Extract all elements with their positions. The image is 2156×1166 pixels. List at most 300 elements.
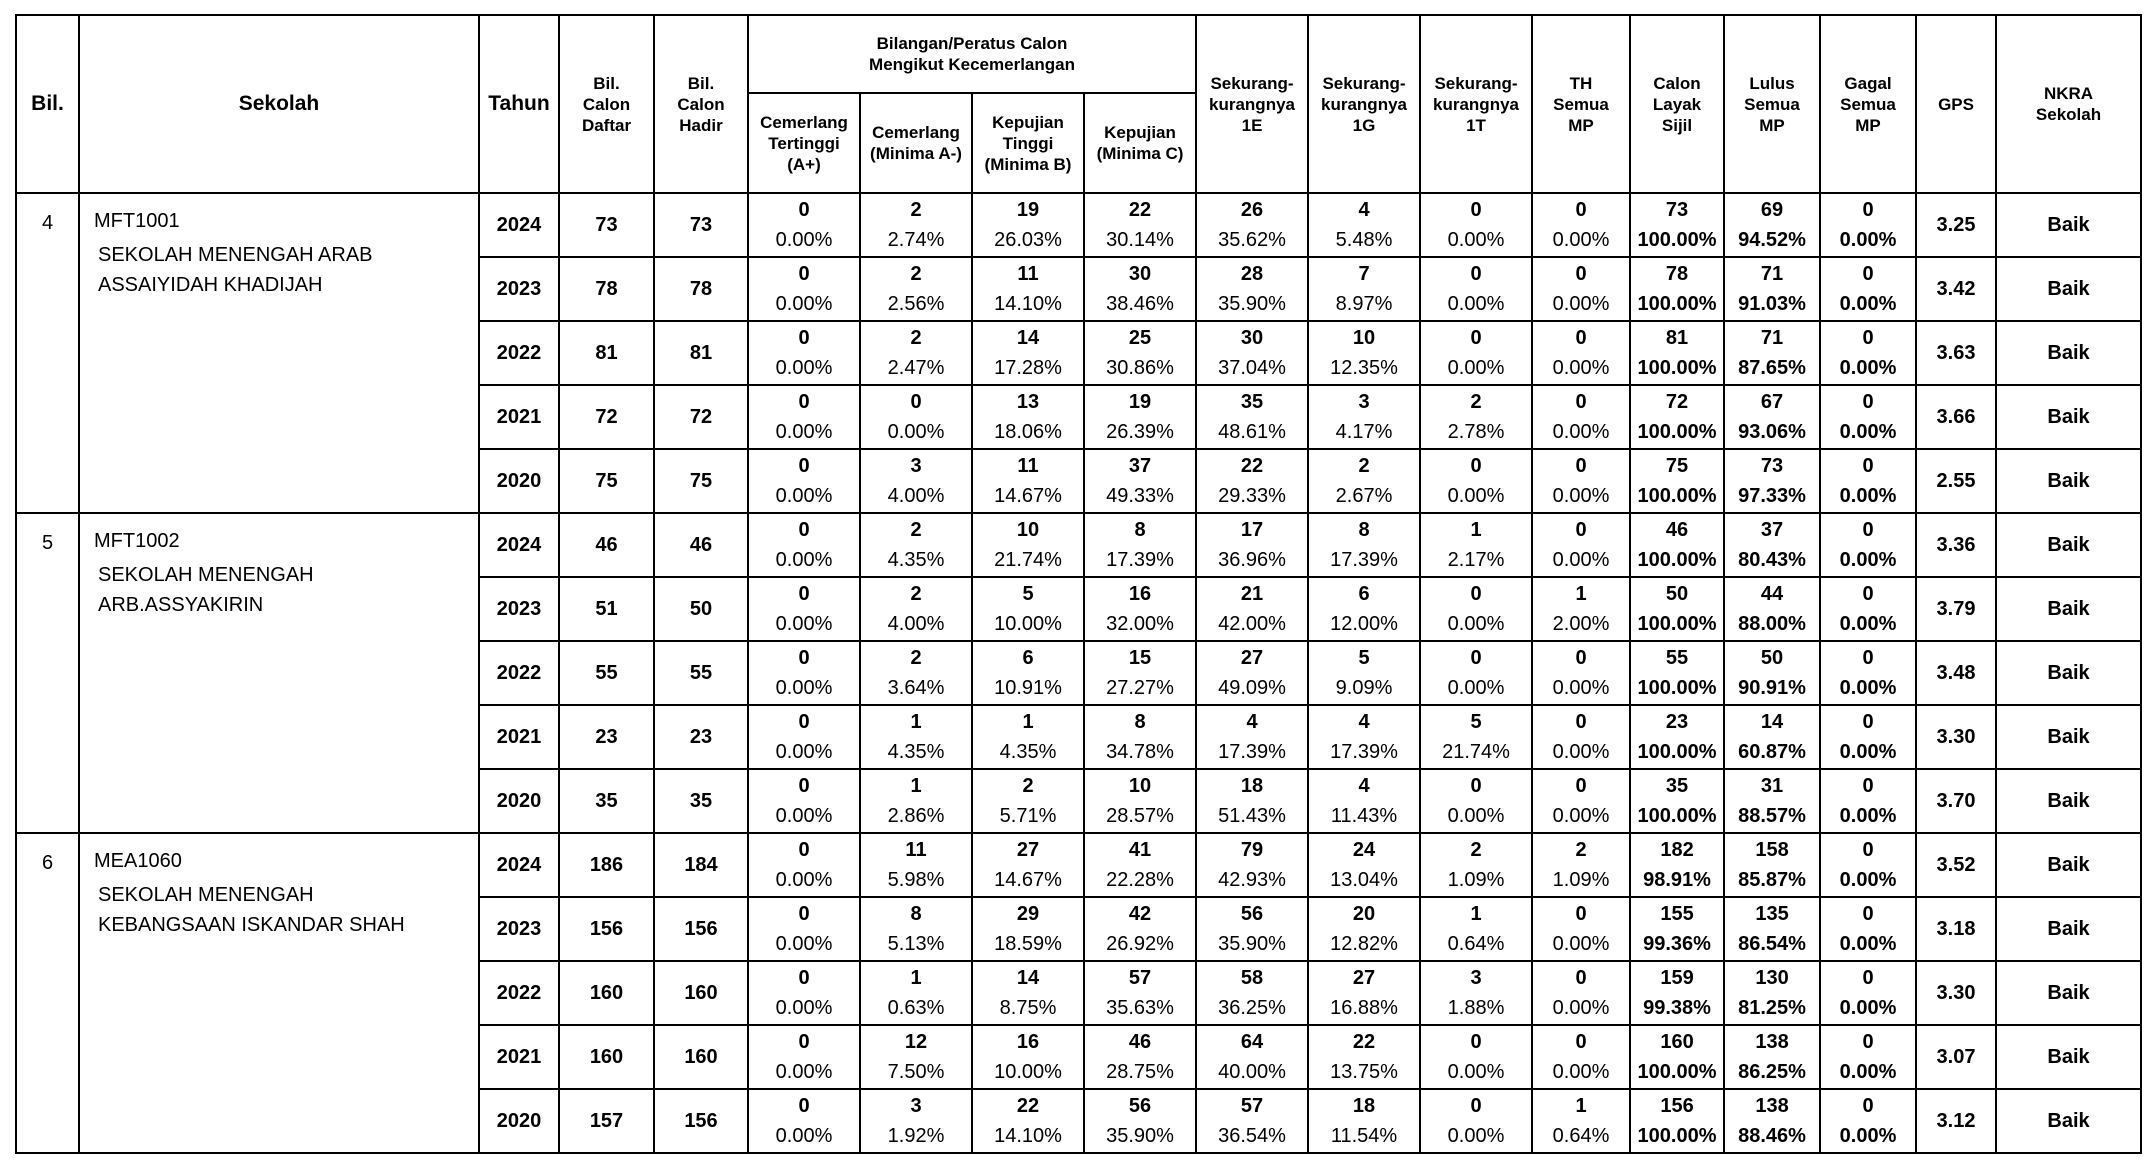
sk-1t-cell	[1420, 833, 1532, 897]
cemerlang-tertinggi-percent: 0.00%	[775, 485, 833, 507]
school-cell	[79, 193, 479, 513]
cemerlang-cell	[860, 961, 972, 1025]
cemerlang-count: 2	[910, 263, 922, 285]
cemerlang-percent: 4.35%	[887, 549, 945, 571]
header-nkra: NKRA Sekolah	[1996, 15, 2141, 193]
lulus-semua-count: 73	[1760, 455, 1784, 477]
cemerlang-tertinggi-count: 0	[798, 263, 810, 285]
th-semua-count: 1	[1575, 1095, 1587, 1117]
sk-1e-cell	[1196, 257, 1308, 321]
calon-daftar-cell: 51	[559, 577, 654, 641]
lulus-semua-percent: 60.87%	[1738, 741, 1806, 763]
sk-1e-count: 79	[1240, 839, 1264, 861]
calon-layak-cell	[1630, 1025, 1724, 1089]
gagal-semua-cell	[1820, 449, 1916, 513]
lulus-semua-percent: 90.91%	[1738, 677, 1806, 699]
sk-1g-count: 4	[1358, 199, 1370, 221]
calon-hadir-cell: 75	[654, 449, 748, 513]
cemerlang-tertinggi-count: 0	[798, 903, 810, 925]
cemerlang-count: 1	[910, 711, 922, 733]
lulus-semua-count: 67	[1760, 391, 1784, 413]
cemerlang-tertinggi-cell	[748, 769, 860, 833]
lulus-semua-count: 50	[1760, 647, 1784, 669]
cemerlang-tertinggi-percent: 0.00%	[775, 293, 833, 315]
th-semua-percent: 1.09%	[1552, 869, 1610, 891]
sk-1e-percent: 36.54%	[1218, 1125, 1286, 1147]
calon-layak-count: 155	[1660, 903, 1694, 925]
calon-layak-count: 78	[1665, 263, 1689, 285]
cemerlang-percent: 3.64%	[887, 677, 945, 699]
kepujian-tinggi-cell	[972, 449, 1084, 513]
kepujian-cell	[1084, 897, 1196, 961]
sk-1e-percent: 35.62%	[1218, 229, 1286, 251]
cemerlang-tertinggi-percent: 0.00%	[775, 805, 833, 827]
table-row	[16, 833, 2141, 897]
lulus-semua-cell	[1724, 641, 1820, 705]
th-semua-cell	[1532, 257, 1630, 321]
kepujian-tinggi-cell	[972, 769, 1084, 833]
th-semua-percent: 0.64%	[1552, 1125, 1610, 1147]
lulus-semua-percent: 88.00%	[1738, 613, 1806, 635]
sk-1t-percent: 0.00%	[1447, 485, 1505, 507]
sk-1e-percent: 40.00%	[1218, 1061, 1286, 1083]
sk-1e-cell	[1196, 193, 1308, 257]
sk-1e-percent: 37.04%	[1218, 357, 1286, 379]
gagal-semua-percent: 0.00%	[1839, 421, 1897, 443]
th-semua-cell	[1532, 193, 1630, 257]
gagal-semua-percent: 0.00%	[1839, 229, 1897, 251]
table-row	[16, 513, 2141, 577]
cemerlang-tertinggi-cell	[748, 385, 860, 449]
gagal-semua-percent: 0.00%	[1839, 933, 1897, 955]
sk-1t-count: 1	[1470, 903, 1482, 925]
lulus-semua-count: 37	[1760, 519, 1784, 541]
cemerlang-cell	[860, 1025, 972, 1089]
cemerlang-percent: 4.00%	[887, 485, 945, 507]
sk-1t-count: 2	[1470, 839, 1482, 861]
th-semua-cell	[1532, 833, 1630, 897]
cemerlang-cell	[860, 193, 972, 257]
kepujian-tinggi-percent: 21.74%	[994, 549, 1062, 571]
year-cell: 2024	[479, 193, 559, 257]
kepujian-count: 41	[1128, 839, 1152, 861]
kepujian-percent: 38.46%	[1106, 293, 1174, 315]
cemerlang-tertinggi-cell	[748, 449, 860, 513]
header-calon-hadir: Bil. Calon Hadir	[654, 15, 748, 193]
calon-layak-count: 55	[1665, 647, 1689, 669]
lulus-semua-percent: 86.54%	[1738, 933, 1806, 955]
calon-layak-count: 182	[1660, 839, 1694, 861]
cemerlang-cell	[860, 513, 972, 577]
sk-1g-percent: 5.48%	[1335, 229, 1393, 251]
kepujian-tinggi-percent: 10.91%	[994, 677, 1062, 699]
cemerlang-tertinggi-count: 0	[798, 1031, 810, 1053]
th-semua-cell	[1532, 385, 1630, 449]
header-gagal-semua: Gagal Semua MP	[1820, 15, 1916, 193]
sk-1t-cell	[1420, 1025, 1532, 1089]
cemerlang-tertinggi-percent: 0.00%	[775, 229, 833, 251]
th-semua-cell	[1532, 513, 1630, 577]
sk-1t-cell	[1420, 385, 1532, 449]
school-bil: 4	[16, 193, 79, 513]
lulus-semua-percent: 85.87%	[1738, 869, 1806, 891]
sk-1t-percent: 0.00%	[1447, 677, 1505, 699]
cemerlang-percent: 7.50%	[887, 1061, 945, 1083]
calon-hadir-cell: 50	[654, 577, 748, 641]
calon-hadir-cell: 81	[654, 321, 748, 385]
sk-1t-cell	[1420, 1089, 1532, 1153]
kepujian-count: 16	[1128, 583, 1152, 605]
gagal-semua-cell	[1820, 769, 1916, 833]
cemerlang-count: 3	[910, 455, 922, 477]
calon-hadir-cell: 55	[654, 641, 748, 705]
sk-1g-cell	[1308, 641, 1420, 705]
sk-1e-percent: 48.61%	[1218, 421, 1286, 443]
nkra-cell: Baik	[1996, 961, 2141, 1025]
kepujian-cell	[1084, 193, 1196, 257]
sk-1t-count: 3	[1470, 967, 1482, 989]
sk-1t-percent: 2.78%	[1447, 421, 1505, 443]
sk-1e-cell	[1196, 833, 1308, 897]
cemerlang-count: 2	[910, 199, 922, 221]
kepujian-count: 8	[1134, 711, 1146, 733]
cemerlang-cell	[860, 897, 972, 961]
cemerlang-tertinggi-count: 0	[798, 327, 810, 349]
gps-cell: 3.79	[1916, 577, 1996, 641]
gagal-semua-cell	[1820, 641, 1916, 705]
calon-layak-percent: 100.00%	[1637, 741, 1717, 763]
calon-hadir-cell: 156	[654, 897, 748, 961]
nkra-cell: Baik	[1996, 705, 2141, 769]
sk-1g-percent: 2.67%	[1335, 485, 1393, 507]
header-sk-1e: Sekurang- kurangnya 1E	[1196, 15, 1308, 193]
kepujian-count: 22	[1128, 199, 1152, 221]
lulus-semua-cell	[1724, 1025, 1820, 1089]
gagal-semua-percent: 0.00%	[1839, 997, 1897, 1019]
sk-1e-cell	[1196, 577, 1308, 641]
sk-1g-cell	[1308, 193, 1420, 257]
lulus-semua-count: 44	[1760, 583, 1784, 605]
calon-daftar-cell: 81	[559, 321, 654, 385]
th-semua-percent: 0.00%	[1552, 997, 1610, 1019]
kepujian-count: 19	[1128, 391, 1152, 413]
school-cell	[79, 833, 479, 1153]
sk-1t-count: 0	[1470, 327, 1482, 349]
cemerlang-tertinggi-percent: 0.00%	[775, 357, 833, 379]
cemerlang-tertinggi-count: 0	[798, 391, 810, 413]
cemerlang-tertinggi-cell	[748, 641, 860, 705]
th-semua-percent: 0.00%	[1552, 357, 1610, 379]
gagal-semua-count: 0	[1862, 263, 1874, 285]
sk-1g-percent: 11.54%	[1330, 1125, 1398, 1147]
kepujian-cell	[1084, 385, 1196, 449]
cemerlang-tertinggi-count: 0	[798, 967, 810, 989]
calon-daftar-cell: 157	[559, 1089, 654, 1153]
sk-1e-count: 26	[1240, 199, 1264, 221]
gagal-semua-cell	[1820, 193, 1916, 257]
calon-layak-count: 160	[1660, 1031, 1694, 1053]
kepujian-count: 8	[1134, 519, 1146, 541]
kepujian-percent: 26.39%	[1106, 421, 1174, 443]
kepujian-count: 37	[1128, 455, 1152, 477]
calon-layak-percent: 100.00%	[1637, 485, 1717, 507]
calon-daftar-cell: 186	[559, 833, 654, 897]
sk-1g-cell	[1308, 897, 1420, 961]
table-row	[16, 193, 2141, 257]
gagal-semua-cell	[1820, 513, 1916, 577]
kepujian-tinggi-count: 5	[1022, 583, 1034, 605]
calon-layak-percent: 100.00%	[1637, 1125, 1717, 1147]
header-sk-1t: Sekurang- kurangnya 1T	[1420, 15, 1532, 193]
kepujian-tinggi-cell	[972, 1089, 1084, 1153]
kepujian-percent: 30.86%	[1106, 357, 1174, 379]
sk-1t-cell	[1420, 705, 1532, 769]
school-name-line: KEBANGSAAN ISKANDAR SHAH	[98, 914, 405, 936]
cemerlang-cell	[860, 321, 972, 385]
kepujian-tinggi-count: 19	[1016, 199, 1040, 221]
kepujian-tinggi-percent: 17.28%	[994, 357, 1062, 379]
year-cell: 2024	[479, 513, 559, 577]
sk-1e-percent: 17.39%	[1218, 741, 1286, 763]
header-th-semua: TH Semua MP	[1532, 15, 1630, 193]
kepujian-percent: 30.14%	[1106, 229, 1174, 251]
kepujian-percent: 35.90%	[1106, 1125, 1174, 1147]
year-cell: 2021	[479, 385, 559, 449]
kepujian-percent: 49.33%	[1106, 485, 1174, 507]
cemerlang-cell	[860, 769, 972, 833]
sk-1e-cell	[1196, 513, 1308, 577]
cemerlang-count: 3	[910, 1095, 922, 1117]
year-cell: 2023	[479, 897, 559, 961]
nkra-cell: Baik	[1996, 513, 2141, 577]
cemerlang-percent: 0.00%	[887, 421, 945, 443]
kepujian-count: 30	[1128, 263, 1152, 285]
header-cemerlang-tertinggi: Cemerlang Tertinggi (A+)	[748, 93, 860, 193]
sk-1e-percent: 49.09%	[1218, 677, 1286, 699]
kepujian-percent: 22.28%	[1106, 869, 1174, 891]
cemerlang-tertinggi-count: 0	[798, 647, 810, 669]
sk-1g-count: 4	[1358, 711, 1370, 733]
kepujian-percent: 32.00%	[1106, 613, 1174, 635]
year-cell: 2022	[479, 961, 559, 1025]
year-cell: 2023	[479, 257, 559, 321]
kepujian-count: 46	[1128, 1031, 1152, 1053]
calon-layak-count: 35	[1665, 775, 1689, 797]
cemerlang-tertinggi-cell	[748, 193, 860, 257]
year-cell: 2020	[479, 769, 559, 833]
cemerlang-cell	[860, 385, 972, 449]
gagal-semua-percent: 0.00%	[1839, 549, 1897, 571]
sk-1g-count: 2	[1358, 455, 1370, 477]
lulus-semua-cell	[1724, 577, 1820, 641]
lulus-semua-percent: 94.52%	[1738, 229, 1806, 251]
calon-daftar-cell: 46	[559, 513, 654, 577]
kepujian-tinggi-cell	[972, 641, 1084, 705]
sk-1t-count: 1	[1470, 519, 1482, 541]
lulus-semua-count: 14	[1760, 711, 1784, 733]
sk-1t-count: 0	[1470, 647, 1482, 669]
lulus-semua-cell	[1724, 513, 1820, 577]
sk-1e-cell	[1196, 641, 1308, 705]
cemerlang-tertinggi-percent: 0.00%	[775, 677, 833, 699]
header-gps: GPS	[1916, 15, 1996, 193]
th-semua-cell	[1532, 1025, 1630, 1089]
cemerlang-percent: 5.98%	[887, 869, 945, 891]
cemerlang-tertinggi-count: 0	[798, 711, 810, 733]
sk-1t-count: 0	[1470, 455, 1482, 477]
gagal-semua-count: 0	[1862, 391, 1874, 413]
th-semua-cell	[1532, 641, 1630, 705]
calon-hadir-cell: 46	[654, 513, 748, 577]
gps-cell: 3.18	[1916, 897, 1996, 961]
calon-layak-cell	[1630, 193, 1724, 257]
header-kepujian-tinggi: Kepujian Tinggi (Minima B)	[972, 93, 1084, 193]
cemerlang-percent: 2.56%	[887, 293, 945, 315]
kepujian-tinggi-cell	[972, 961, 1084, 1025]
cemerlang-tertinggi-cell	[748, 705, 860, 769]
sk-1e-count: 57	[1240, 1095, 1264, 1117]
kepujian-tinggi-count: 11	[1017, 455, 1039, 477]
lulus-semua-cell	[1724, 449, 1820, 513]
sk-1t-count: 2	[1470, 391, 1482, 413]
calon-layak-percent: 100.00%	[1637, 421, 1717, 443]
kepujian-tinggi-cell	[972, 513, 1084, 577]
kepujian-count: 15	[1128, 647, 1152, 669]
calon-hadir-cell: 23	[654, 705, 748, 769]
year-cell: 2021	[479, 705, 559, 769]
lulus-semua-percent: 86.25%	[1738, 1061, 1806, 1083]
gps-cell: 3.42	[1916, 257, 1996, 321]
kepujian-percent: 28.75%	[1106, 1061, 1174, 1083]
cemerlang-tertinggi-count: 0	[798, 775, 810, 797]
calon-layak-count: 81	[1665, 327, 1689, 349]
sk-1t-count: 0	[1470, 583, 1482, 605]
kepujian-percent: 26.92%	[1106, 933, 1174, 955]
sk-1e-cell	[1196, 1089, 1308, 1153]
school-code: MEA1060	[94, 850, 182, 872]
gagal-semua-count: 0	[1862, 327, 1874, 349]
kepujian-tinggi-cell	[972, 193, 1084, 257]
gagal-semua-count: 0	[1862, 1031, 1874, 1053]
kepujian-tinggi-percent: 14.10%	[994, 1125, 1062, 1147]
cemerlang-count: 2	[910, 583, 922, 605]
cemerlang-tertinggi-percent: 0.00%	[775, 741, 833, 763]
sk-1g-percent: 17.39%	[1330, 549, 1398, 571]
th-semua-percent: 0.00%	[1552, 805, 1610, 827]
calon-daftar-cell: 78	[559, 257, 654, 321]
lulus-semua-count: 135	[1755, 903, 1789, 925]
sk-1g-percent: 4.17%	[1335, 421, 1393, 443]
cemerlang-cell	[860, 449, 972, 513]
sk-1e-cell	[1196, 385, 1308, 449]
th-semua-count: 0	[1575, 199, 1587, 221]
kepujian-tinggi-count: 29	[1016, 903, 1040, 925]
kepujian-tinggi-cell	[972, 833, 1084, 897]
kepujian-tinggi-count: 27	[1016, 839, 1040, 861]
cemerlang-tertinggi-percent: 0.00%	[775, 613, 833, 635]
gps-cell: 3.66	[1916, 385, 1996, 449]
sk-1t-cell	[1420, 769, 1532, 833]
sk-1e-percent: 36.25%	[1218, 997, 1286, 1019]
calon-daftar-cell: 55	[559, 641, 654, 705]
gps-cell: 3.48	[1916, 641, 1996, 705]
gagal-semua-percent: 0.00%	[1839, 1061, 1897, 1083]
gagal-semua-count: 0	[1862, 775, 1874, 797]
th-semua-percent: 0.00%	[1552, 1061, 1610, 1083]
calon-layak-count: 73	[1665, 199, 1689, 221]
cemerlang-count: 2	[910, 647, 922, 669]
cemerlang-tertinggi-percent: 0.00%	[775, 997, 833, 1019]
th-semua-percent: 2.00%	[1552, 613, 1610, 635]
calon-layak-count: 46	[1665, 519, 1689, 541]
sk-1e-percent: 51.43%	[1218, 805, 1286, 827]
nkra-cell: Baik	[1996, 897, 2141, 961]
gagal-semua-cell	[1820, 577, 1916, 641]
kepujian-tinggi-cell	[972, 577, 1084, 641]
sk-1t-cell	[1420, 513, 1532, 577]
sk-1t-cell	[1420, 449, 1532, 513]
sk-1g-percent: 8.97%	[1335, 293, 1393, 315]
sk-1g-percent: 11.43%	[1330, 805, 1398, 827]
lulus-semua-cell	[1724, 769, 1820, 833]
cemerlang-count: 2	[910, 327, 922, 349]
cemerlang-count: 2	[910, 519, 922, 541]
table-header	[16, 15, 2141, 193]
calon-layak-cell	[1630, 449, 1724, 513]
sk-1t-cell	[1420, 193, 1532, 257]
cemerlang-cell	[860, 833, 972, 897]
nkra-cell: Baik	[1996, 193, 2141, 257]
lulus-semua-count: 31	[1760, 775, 1784, 797]
cemerlang-tertinggi-percent: 0.00%	[775, 421, 833, 443]
lulus-semua-count: 71	[1760, 263, 1784, 285]
calon-layak-percent: 100.00%	[1637, 357, 1717, 379]
calon-hadir-cell: 35	[654, 769, 748, 833]
header-group-kecemerlangan: Bilangan/Peratus Calon Mengikut Kecemerlangan	[748, 15, 1196, 93]
kepujian-tinggi-count: 2	[1022, 775, 1034, 797]
kepujian-cell	[1084, 449, 1196, 513]
cemerlang-tertinggi-cell	[748, 1089, 860, 1153]
kepujian-tinggi-percent: 18.06%	[994, 421, 1062, 443]
lulus-semua-percent: 88.57%	[1738, 805, 1806, 827]
header-cemerlang: Cemerlang (Minima A-)	[860, 93, 972, 193]
sk-1t-percent: 0.00%	[1447, 805, 1505, 827]
calon-daftar-cell: 160	[559, 961, 654, 1025]
sk-1e-count: 35	[1240, 391, 1264, 413]
gagal-semua-count: 0	[1862, 967, 1874, 989]
nkra-cell: Baik	[1996, 449, 2141, 513]
sk-1t-cell	[1420, 257, 1532, 321]
th-semua-cell	[1532, 1089, 1630, 1153]
kepujian-tinggi-cell	[972, 385, 1084, 449]
kepujian-tinggi-percent: 26.03%	[994, 229, 1062, 251]
gagal-semua-percent: 0.00%	[1839, 805, 1897, 827]
gagal-semua-cell	[1820, 705, 1916, 769]
kepujian-tinggi-cell	[972, 1025, 1084, 1089]
calon-layak-percent: 100.00%	[1637, 613, 1717, 635]
kepujian-tinggi-count: 13	[1016, 391, 1040, 413]
kepujian-cell	[1084, 833, 1196, 897]
cemerlang-tertinggi-percent: 0.00%	[775, 1125, 833, 1147]
lulus-semua-cell	[1724, 833, 1820, 897]
kepujian-count: 42	[1128, 903, 1152, 925]
kepujian-tinggi-cell	[972, 321, 1084, 385]
sk-1e-cell	[1196, 1025, 1308, 1089]
sk-1t-count: 0	[1470, 199, 1482, 221]
sk-1t-count: 0	[1470, 1095, 1482, 1117]
sk-1e-count: 18	[1240, 775, 1264, 797]
kepujian-tinggi-percent: 18.59%	[994, 933, 1062, 955]
